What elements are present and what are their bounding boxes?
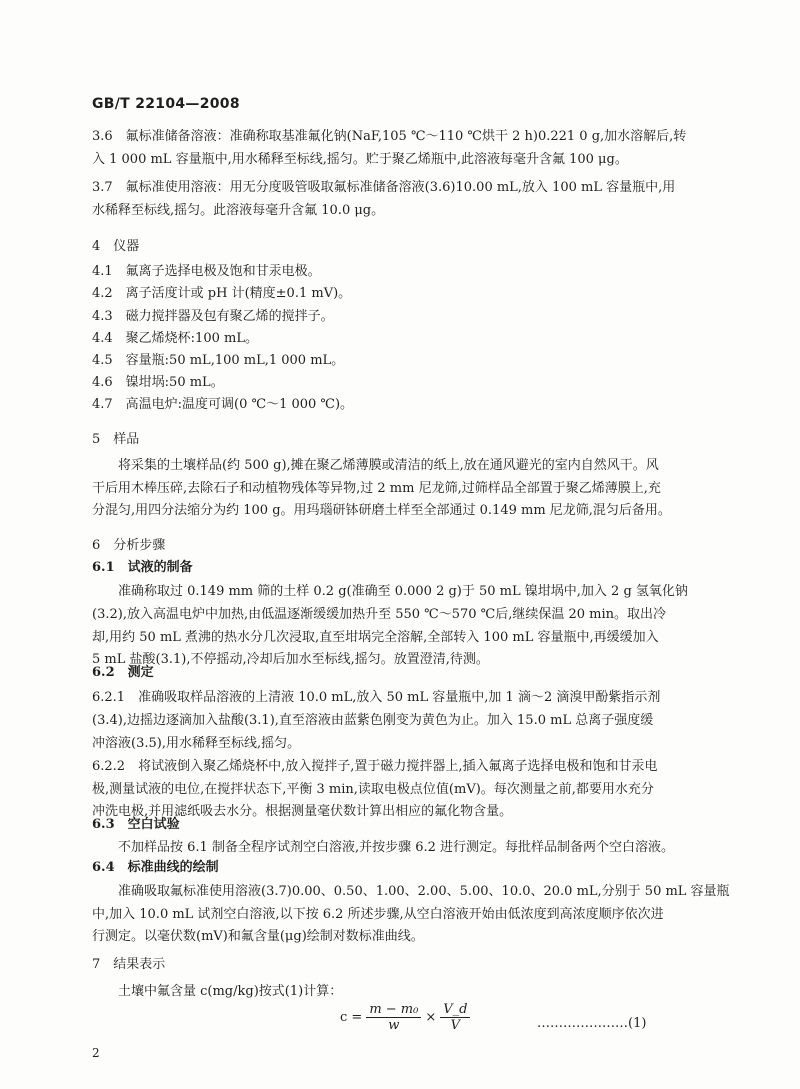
section-5-para-line-1: 将采集的土壤样品(约 500 g),摊在聚乙烯薄膜或清洁的纸上,放在通风避光的室内自然风干。风 <box>118 458 659 473</box>
page-number: 2 <box>92 1046 100 1060</box>
clause-6-1-line-3: 却,用约 50 mL 煮沸的热水分几次浸取,直至坩埚完全溶解,全部转入 100 mL 容量瓶中,再缓缓加入 <box>92 630 659 645</box>
fraction-volume-numerator: V_d <box>440 1002 470 1018</box>
standard-code-header: GB/T 22104—2008 <box>92 96 240 112</box>
fluorine-content-formula <box>340 1002 474 1033</box>
clause-6-1-heading: 6.1 试液的制备 <box>92 560 193 575</box>
section-5-para-line-3: 分混匀,用四分法缩分为约 100 g。用玛瑙研钵研磨土样至全部通过 0.149 mm 尼龙筛,混匀后备用。 <box>92 503 671 518</box>
clause-6-2-1-line-2: (3.4),边摇边逐滴加入盐酸(3.1),直至溶液由蓝紫色刚变为黄色为止。加入 15.0 mL 总离子强度缓 <box>92 713 654 728</box>
clause-3-6-line-1: 3.6 氟标准储备溶液：准确称取基准氟化钠(NaF,105 ℃～110 ℃烘干 2 h)0.221 0 g,加水溶解后,转 <box>92 129 687 144</box>
clause-3-6-line-2: 入 1 000 mL 容量瓶中,用水稀释至标线,摇匀。贮于聚乙烯瓶中,此溶液每毫升含氟 100 μg。 <box>92 152 628 167</box>
clause-6-2-heading: 6.2 测定 <box>92 665 154 680</box>
clause-4-2: 4.2 离子活度计或 pH 计(精度±0.1 mV)。 <box>92 286 352 301</box>
clause-6-1-line-1: 准确称取过 0.149 mm 筛的土样 0.2 g(准确至 0.000 2 g)于 50 mL 镍坩埚中,加入 2 g 氢氧化钠 <box>118 584 688 599</box>
clause-6-2-1-line-1: 6.2.1 准确吸取样品溶液的上清液 10.0 mL,放入 50 mL 容量瓶中,加 1 滴～2 滴溴甲酚紫指示剂 <box>92 690 661 705</box>
section-7-heading: 7 结果表示 <box>92 957 166 972</box>
clause-6-2-2-line-1: 6.2.2 将试液倒入聚乙烯烧杯中,放入搅拌子,置于磁力搅拌器上,插入氟离子选择电极和饱和甘汞电 <box>92 759 658 774</box>
fraction-mass <box>366 1002 421 1033</box>
clause-3-7-line-2: 水稀释至标线,摇匀。此溶液每毫升含氟 10.0 μg。 <box>92 203 385 218</box>
clause-6-1-line-4: 5 mL 盐酸(3.1),不停摇动,冷却后加水至标线,摇匀。放置澄清,待测。 <box>92 652 489 667</box>
formula-times: × <box>425 1010 437 1025</box>
clause-6-1-line-2: (3.2),放入高温电炉中加热,由低温逐渐缓缓加热升至 550 ℃～570 ℃后,继续保温 20 min。取出冷 <box>92 607 666 622</box>
clause-4-1: 4.1 氟离子选择电极及饱和甘汞电极。 <box>92 264 321 279</box>
fraction-volume-denominator: V <box>450 1018 461 1033</box>
fraction-mass-numerator: m − m₀ <box>366 1002 421 1018</box>
fraction-volume <box>440 1002 470 1033</box>
clause-4-5: 4.5 容量瓶:50 mL,100 mL,1 000 mL。 <box>92 353 345 368</box>
section-6-heading: 6 分析步骤 <box>92 538 166 553</box>
clause-6-2-1-line-3: 冲溶液(3.5),用水稀释至标线,摇匀。 <box>92 736 301 751</box>
clause-6-3-text: 不加样品按 6.1 制备全程序试剂空白溶液,并按步骤 6.2 进行测定。每批样品制备两个空白溶液。 <box>118 840 675 855</box>
clause-6-3-heading: 6.3 空白试验 <box>92 817 180 832</box>
clause-3-7-line-1: 3.7 氟标准使用溶液：用无分度吸管吸取氟标准储备溶液(3.6)10.00 mL,放入 100 mL 容量瓶中,用 <box>92 180 676 195</box>
clause-4-3: 4.3 磁力搅拌器及包有聚乙烯的搅拌子。 <box>92 309 334 324</box>
formula-lhs: c = <box>340 1010 363 1025</box>
clause-4-4: 4.4 聚乙烯烧杯:100 mL。 <box>92 331 258 346</box>
section-7-text: 土壤中氟含量 c(mg/kg)按式(1)计算： <box>118 984 343 999</box>
clause-6-2-2-line-2: 极,测量试液的电位,在搅拌状态下,平衡 3 min,读取电极点位值(mV)。每次测量之前,都要用水充分 <box>92 782 654 797</box>
fraction-mass-denominator: w <box>388 1018 400 1033</box>
section-5-para-line-2: 干后用木棒压碎,去除石子和动植物残体等异物,过 2 mm 尼龙筛,过筛样品全部置于聚乙烯薄膜上,充 <box>92 481 661 496</box>
clause-6-4-line-2: 中,加入 10.0 mL 试剂空白溶液,以下按 6.2 所述步骤,从空白溶液开始由低浓度到高浓度顺序依次进 <box>92 907 664 922</box>
equation-number: …………………(1) <box>537 1016 647 1031</box>
clause-6-2-2-line-3: 冲洗电极,并用滤纸吸去水分。根据测量毫伏数计算出相应的氟化物含量。 <box>92 804 513 819</box>
clause-6-4-heading: 6.4 标准曲线的绘制 <box>92 860 219 875</box>
clause-6-4-line-1: 准确吸取氟标准使用溶液(3.7)0.00、0.50、1.00、2.00、5.00、10.0、20.0 mL,分别于 50 mL 容量瓶 <box>118 884 730 899</box>
clause-4-6: 4.6 镍坩埚:50 mL。 <box>92 375 224 390</box>
section-4-heading: 4 仪器 <box>92 239 140 254</box>
clause-4-7: 4.7 高温电炉:温度可调(0 ℃～1 000 ℃)。 <box>92 397 354 412</box>
clause-6-4-line-3: 行测定。以毫伏数(mV)和氟含量(μg)绘制对数标准曲线。 <box>92 929 424 944</box>
section-5-heading: 5 样品 <box>92 432 140 447</box>
